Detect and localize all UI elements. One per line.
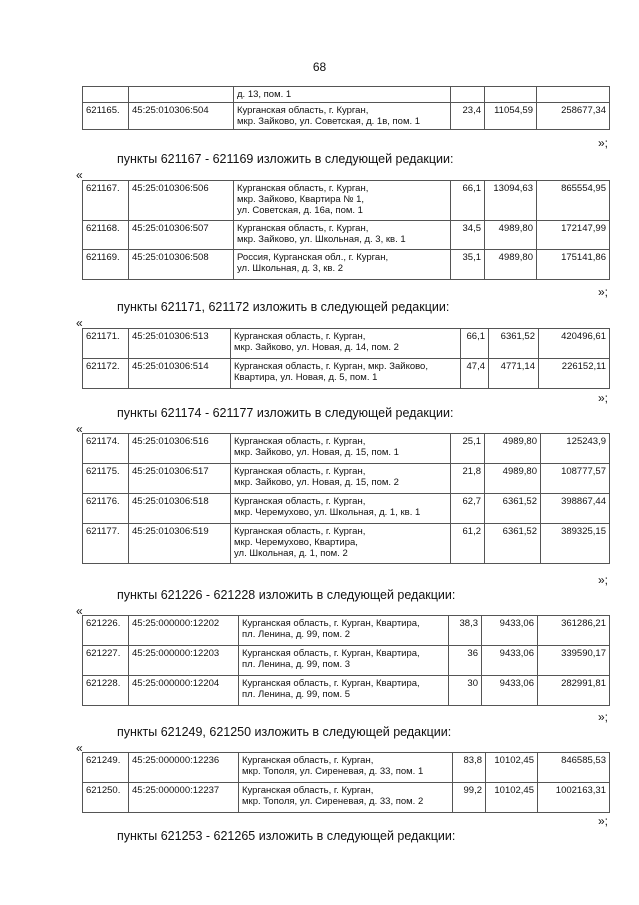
address: Курганская область, г. Курган, мкр. Зайково, ул. Новая, д. 15, пом. 2 bbox=[231, 464, 451, 494]
total-value: 125243,9 bbox=[541, 434, 610, 464]
total-value bbox=[537, 87, 610, 103]
cadastral-number: 45:25:010306:516 bbox=[129, 434, 231, 464]
table-row bbox=[83, 359, 610, 389]
address: Курганская область, г. Курган, мкр. Зайково, ул. Советская, д. 1в, пом. 1 bbox=[234, 103, 451, 130]
closing-quote: »; bbox=[597, 136, 608, 150]
address: Курганская область, г. Курган, мкр. Черемухово, ул. Школьная, д. 1, кв. 1 bbox=[231, 494, 451, 524]
area: 83,8 bbox=[453, 753, 486, 783]
page-number: 68 bbox=[312, 60, 327, 74]
area: 36 bbox=[449, 646, 482, 676]
table-row bbox=[83, 753, 610, 783]
table-row bbox=[83, 87, 610, 103]
address: Курганская область, г. Курган, мкр. Зайково, ул. Новая, д. 15, пом. 1 bbox=[231, 434, 451, 464]
unit-price: 9433,06 bbox=[482, 616, 538, 646]
property-table bbox=[82, 433, 610, 564]
cadastral-number: 45:25:000000:12203 bbox=[129, 646, 239, 676]
table-row bbox=[83, 783, 610, 813]
closing-quote: »; bbox=[597, 391, 608, 405]
closing-quote: »; bbox=[597, 573, 608, 587]
address: Курганская область, г. Курган, мкр. Тополя, ул. Сиреневая, д. 33, пом. 2 bbox=[239, 783, 453, 813]
cadastral-number: 45:25:010306:508 bbox=[129, 250, 234, 280]
row-number: 621169. bbox=[83, 250, 129, 280]
unit-price: 9433,06 bbox=[482, 646, 538, 676]
unit-price: 4771,14 bbox=[489, 359, 539, 389]
opening-quote: « bbox=[76, 604, 83, 618]
table-row bbox=[83, 250, 610, 280]
area: 23,4 bbox=[451, 103, 485, 130]
total-value: 398867,44 bbox=[541, 494, 610, 524]
address: Курганская область, г. Курган, мкр. Зайково, Квартира, ул. Новая, д. 5, пом. 1 bbox=[231, 359, 461, 389]
address: Курганская область, г. Курган, мкр. Зайково, ул. Школьная, д. 3, кв. 1 bbox=[234, 221, 451, 250]
unit-price: 4989,80 bbox=[485, 250, 537, 280]
area: 62,7 bbox=[451, 494, 485, 524]
row-number: 621250. bbox=[83, 783, 129, 813]
area: 47,4 bbox=[461, 359, 489, 389]
cadastral-number: 45:25:010306:514 bbox=[129, 359, 231, 389]
table-row bbox=[83, 103, 610, 130]
row-number: 621175. bbox=[83, 464, 129, 494]
total-value: 865554,95 bbox=[537, 181, 610, 221]
area: 66,1 bbox=[451, 181, 485, 221]
address: д. 13, пом. 1 bbox=[234, 87, 451, 103]
table-row bbox=[83, 221, 610, 250]
table-row bbox=[83, 434, 610, 464]
unit-price: 4989,80 bbox=[485, 464, 541, 494]
table-row bbox=[83, 494, 610, 524]
table-row bbox=[83, 646, 610, 676]
area: 99,2 bbox=[453, 783, 486, 813]
total-value: 258677,34 bbox=[537, 103, 610, 130]
cadastral-number: 45:25:010306:513 bbox=[129, 329, 231, 359]
area: 35,1 bbox=[451, 250, 485, 280]
unit-price: 6361,52 bbox=[489, 329, 539, 359]
table-row bbox=[83, 329, 610, 359]
unit-price: 13094,63 bbox=[485, 181, 537, 221]
instruction-text: пункты 621174 - 621177 изложить в следующей редакции: bbox=[117, 406, 454, 420]
address: Курганская область, г. Курган, мкр. Черемухово, Квартира, ул. Школьная, д. 1, пом. 2 bbox=[231, 524, 451, 564]
instruction-text: пункты 621226 - 621228 изложить в следующей редакции: bbox=[117, 588, 456, 602]
unit-price: 4989,80 bbox=[485, 434, 541, 464]
cadastral-number: 45:25:010306:517 bbox=[129, 464, 231, 494]
row-number: 621227. bbox=[83, 646, 129, 676]
closing-quote: »; bbox=[597, 285, 608, 299]
cadastral-number: 45:25:010306:504 bbox=[129, 103, 234, 130]
property-table bbox=[82, 86, 610, 130]
row-number: 621171. bbox=[83, 329, 129, 359]
instruction-text: пункты 621249, 621250 изложить в следующей редакции: bbox=[117, 725, 452, 739]
row-number bbox=[83, 87, 129, 103]
opening-quote: « bbox=[76, 316, 83, 330]
property-table bbox=[82, 328, 610, 389]
total-value: 1002163,31 bbox=[538, 783, 610, 813]
unit-price: 9433,06 bbox=[482, 676, 538, 706]
row-number: 621177. bbox=[83, 524, 129, 564]
row-number: 621249. bbox=[83, 753, 129, 783]
cadastral-number: 45:25:000000:12237 bbox=[129, 783, 239, 813]
cadastral-number: 45:25:010306:518 bbox=[129, 494, 231, 524]
row-number: 621174. bbox=[83, 434, 129, 464]
table-row bbox=[83, 524, 610, 564]
row-number: 621165. bbox=[83, 103, 129, 130]
address: Курганская область, г. Курган, Квартира, пл. Ленина, д. 99, пом. 2 bbox=[239, 616, 449, 646]
total-value: 361286,21 bbox=[538, 616, 610, 646]
opening-quote: « bbox=[76, 422, 83, 436]
cadastral-number: 45:25:000000:12202 bbox=[129, 616, 239, 646]
address: Курганская область, г. Курган, мкр. Зайково, ул. Новая, д. 14, пом. 2 bbox=[231, 329, 461, 359]
unit-price bbox=[485, 87, 537, 103]
address: Курганская область, г. Курган, Квартира, пл. Ленина, д. 99, пом. 5 bbox=[239, 676, 449, 706]
instruction-text: пункты 621167 - 621169 изложить в следующей редакции: bbox=[117, 152, 454, 166]
row-number: 621172. bbox=[83, 359, 129, 389]
total-value: 846585,53 bbox=[538, 753, 610, 783]
area: 21,8 bbox=[451, 464, 485, 494]
cadastral-number: 45:25:000000:12204 bbox=[129, 676, 239, 706]
cadastral-number: 45:25:010306:506 bbox=[129, 181, 234, 221]
area: 61,2 bbox=[451, 524, 485, 564]
total-value: 172147,99 bbox=[537, 221, 610, 250]
table-row bbox=[83, 676, 610, 706]
closing-quote: »; bbox=[597, 814, 608, 828]
address: Курганская область, г. Курган, мкр. Тополя, ул. Сиреневая, д. 33, пом. 1 bbox=[239, 753, 453, 783]
area: 66,1 bbox=[461, 329, 489, 359]
area: 25,1 bbox=[451, 434, 485, 464]
row-number: 621226. bbox=[83, 616, 129, 646]
property-table bbox=[82, 615, 610, 706]
unit-price: 6361,52 bbox=[485, 524, 541, 564]
table-row bbox=[83, 616, 610, 646]
area: 34,5 bbox=[451, 221, 485, 250]
unit-price: 10102,45 bbox=[486, 783, 538, 813]
total-value: 339590,17 bbox=[538, 646, 610, 676]
unit-price: 10102,45 bbox=[486, 753, 538, 783]
row-number: 621167. bbox=[83, 181, 129, 221]
table-row bbox=[83, 181, 610, 221]
cadastral-number bbox=[129, 87, 234, 103]
total-value: 175141,86 bbox=[537, 250, 610, 280]
unit-price: 4989,80 bbox=[485, 221, 537, 250]
total-value: 420496,61 bbox=[539, 329, 610, 359]
closing-quote: »; bbox=[597, 710, 608, 724]
address: Курганская область, г. Курган, мкр. Зайково, Квартира № 1, ул. Советская, д. 16а, пом. 1 bbox=[234, 181, 451, 221]
total-value: 226152,11 bbox=[539, 359, 610, 389]
row-number: 621228. bbox=[83, 676, 129, 706]
address: Курганская область, г. Курган, Квартира, пл. Ленина, д. 99, пом. 3 bbox=[239, 646, 449, 676]
cadastral-number: 45:25:010306:519 bbox=[129, 524, 231, 564]
opening-quote: « bbox=[76, 741, 83, 755]
total-value: 282991,81 bbox=[538, 676, 610, 706]
instruction-text: пункты 621171, 621172 изложить в следующей редакции: bbox=[117, 300, 450, 314]
total-value: 108777,57 bbox=[541, 464, 610, 494]
instruction-text: пункты 621253 - 621265 изложить в следующей редакции: bbox=[117, 829, 456, 843]
area: 30 bbox=[449, 676, 482, 706]
unit-price: 6361,52 bbox=[485, 494, 541, 524]
area bbox=[451, 87, 485, 103]
cadastral-number: 45:25:000000:12236 bbox=[129, 753, 239, 783]
row-number: 621176. bbox=[83, 494, 129, 524]
opening-quote: « bbox=[76, 168, 83, 182]
area: 38,3 bbox=[449, 616, 482, 646]
total-value: 389325,15 bbox=[541, 524, 610, 564]
row-number: 621168. bbox=[83, 221, 129, 250]
table-row bbox=[83, 464, 610, 494]
address: Россия, Курганская обл., г. Курган, ул. Школьная, д. 3, кв. 2 bbox=[234, 250, 451, 280]
cadastral-number: 45:25:010306:507 bbox=[129, 221, 234, 250]
property-table bbox=[82, 752, 610, 813]
unit-price: 11054,59 bbox=[485, 103, 537, 130]
property-table bbox=[82, 180, 610, 280]
